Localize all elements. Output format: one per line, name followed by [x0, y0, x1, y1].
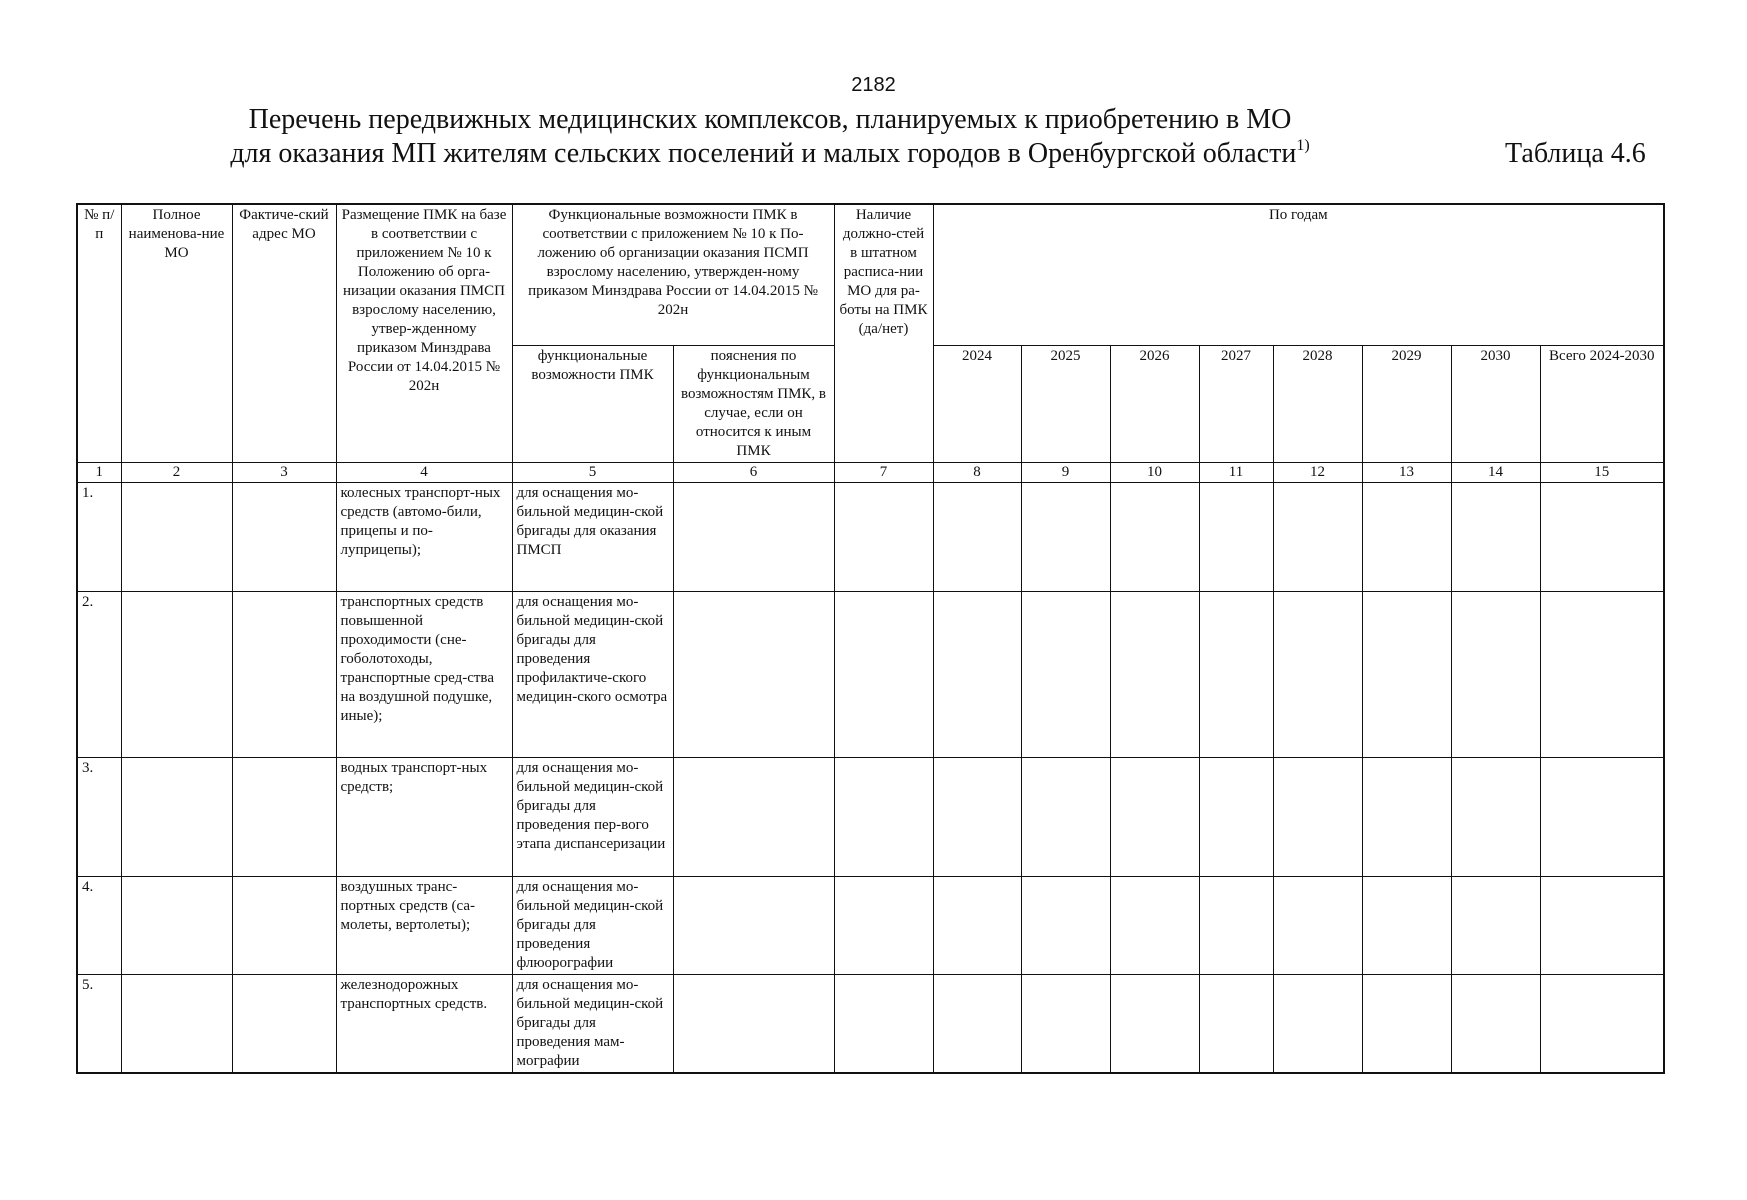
- table-label: Таблица 4.6: [1505, 138, 1646, 169]
- cell-placement: транспортных средств повышенной проходимости (сне-гоболотоходы, транспортные сред-ства на воздушной подушке, иные);: [336, 592, 512, 758]
- cell-year: [1362, 758, 1451, 877]
- row-number: 1.: [77, 483, 121, 592]
- cell-year: [1451, 592, 1540, 758]
- header-col-address: Фактиче-ский адрес МО: [232, 204, 336, 463]
- table-row: [77, 592, 1664, 758]
- cell-year: [1362, 592, 1451, 758]
- row-number: 2.: [77, 592, 121, 758]
- column-number: 3: [232, 463, 336, 483]
- cell-address: [232, 758, 336, 877]
- header-year-2026: 2026: [1110, 346, 1199, 463]
- cell-function: для оснащения мо-бильной медицин-ской бригады для проведения флюорографии: [512, 877, 673, 975]
- header-year-2024: 2024: [933, 346, 1021, 463]
- column-number: 7: [834, 463, 933, 483]
- cell-function: для оснащения мо-бильной медицин-ской бригады для проведения мам-мографии: [512, 975, 673, 1074]
- cell-year: [933, 592, 1021, 758]
- column-number: 14: [1451, 463, 1540, 483]
- cell-year: [1199, 975, 1273, 1074]
- row-number: 3.: [77, 758, 121, 877]
- cell-address: [232, 877, 336, 975]
- cell-total: [1540, 975, 1664, 1074]
- cell-explanation: [673, 877, 834, 975]
- cell-explanation: [673, 592, 834, 758]
- cell-explanation: [673, 758, 834, 877]
- cell-explanation: [673, 483, 834, 592]
- column-number: 10: [1110, 463, 1199, 483]
- header-col-functional: Функциональные возможности ПМК в соответствии с приложением № 10 к По-ложению об организации оказания ПСМП взрослому населению, утвержден-ному приказом Минздрава России от 14.04.2015 № 202н: [512, 204, 834, 346]
- cell-year: [933, 877, 1021, 975]
- column-number: 4: [336, 463, 512, 483]
- cell-year: [1273, 483, 1362, 592]
- header-by-years: По годам: [933, 204, 1664, 346]
- header-col-staff: Наличие должно-стей в штатном расписа-нии МО для ра-боты на ПМК (да/нет): [834, 204, 933, 463]
- header-year-2029: 2029: [1362, 346, 1451, 463]
- cell-year: [1362, 877, 1451, 975]
- cell-year: [1199, 877, 1273, 975]
- page-title: [0, 103, 1540, 171]
- table-row: [77, 877, 1664, 975]
- cell-year: [1451, 975, 1540, 1074]
- header-col-explanations: пояснения по функциональным возможностям ПМК, в случае, если он относится к иным ПМК: [673, 346, 834, 463]
- cell-year: [1110, 877, 1199, 975]
- cell-total: [1540, 877, 1664, 975]
- cell-year: [1110, 483, 1199, 592]
- cell-mo-name: [121, 592, 232, 758]
- cell-function: для оснащения мо-бильной медицин-ской бригады для оказания ПМСП: [512, 483, 673, 592]
- table-row: [77, 483, 1664, 592]
- row-number: 5.: [77, 975, 121, 1074]
- header-col-mo-name: Полное наименова-ние МО: [121, 204, 232, 463]
- table-row: [77, 975, 1664, 1074]
- column-number: 12: [1273, 463, 1362, 483]
- cell-year: [1110, 758, 1199, 877]
- cell-year: [1199, 483, 1273, 592]
- cell-year: [933, 975, 1021, 1074]
- cell-year: [1451, 877, 1540, 975]
- column-number: 6: [673, 463, 834, 483]
- cell-mo-name: [121, 975, 232, 1074]
- cell-year: [1021, 877, 1110, 975]
- cell-year: [1273, 877, 1362, 975]
- cell-placement: воздушных транс-портных средств (са-молеты, вертолеты);: [336, 877, 512, 975]
- cell-placement: водных транспорт-ных средств;: [336, 758, 512, 877]
- title-line-2: для оказания МП жителям сельских поселений и малых городов в Оренбургской области: [230, 138, 1297, 169]
- header-year-2030: 2030: [1451, 346, 1540, 463]
- pmk-table: [76, 203, 1665, 1074]
- cell-function: для оснащения мо-бильной медицин-ской бригады для проведения профилактиче-ского медицин-ского осмотра: [512, 592, 673, 758]
- column-number-row: [77, 463, 1664, 483]
- cell-mo-name: [121, 483, 232, 592]
- cell-address: [232, 592, 336, 758]
- title-line-1: Перечень передвижных медицинских комплексов, планируемых к приобретению в МО: [248, 104, 1292, 135]
- cell-mo-name: [121, 758, 232, 877]
- cell-year: [1451, 758, 1540, 877]
- cell-total: [1540, 758, 1664, 877]
- column-number: 13: [1362, 463, 1451, 483]
- column-number: 9: [1021, 463, 1110, 483]
- cell-staff: [834, 975, 933, 1074]
- cell-placement: железнодорожных транспортных средств.: [336, 975, 512, 1074]
- cell-year: [1273, 758, 1362, 877]
- cell-year: [933, 758, 1021, 877]
- header-col-functions: функциональные возможности ПМК: [512, 346, 673, 463]
- cell-year: [1273, 592, 1362, 758]
- cell-staff: [834, 877, 933, 975]
- cell-staff: [834, 483, 933, 592]
- column-number: 2: [121, 463, 232, 483]
- cell-year: [1199, 592, 1273, 758]
- column-number: 15: [1540, 463, 1664, 483]
- header-total: Всего 2024-2030: [1540, 346, 1664, 463]
- cell-year: [1362, 483, 1451, 592]
- cell-total: [1540, 483, 1664, 592]
- cell-function: для оснащения мо-бильной медицин-ской бригады для проведения пер-вого этапа диспансеризации: [512, 758, 673, 877]
- header-row-1: [77, 204, 1664, 346]
- table-row: [77, 758, 1664, 877]
- cell-year: [1021, 592, 1110, 758]
- column-number: 5: [512, 463, 673, 483]
- cell-year: [1362, 975, 1451, 1074]
- cell-address: [232, 483, 336, 592]
- column-number: 1: [77, 463, 121, 483]
- cell-staff: [834, 592, 933, 758]
- header-year-2027: 2027: [1199, 346, 1273, 463]
- cell-mo-name: [121, 877, 232, 975]
- cell-address: [232, 975, 336, 1074]
- cell-year: [933, 483, 1021, 592]
- cell-explanation: [673, 975, 834, 1074]
- cell-total: [1540, 592, 1664, 758]
- row-number: 4.: [77, 877, 121, 975]
- cell-year: [1021, 483, 1110, 592]
- cell-placement: колесных транспорт-ных средств (автомо-били, прицепы и по-луприцепы);: [336, 483, 512, 592]
- header-col-placement: Размещение ПМК на базе в соответствии с приложением № 10 к Положению об орга-низации оказания ПМСП взрослому населению, утвер-жденному приказом Минздрава России от 14.04.2015 № 202н: [336, 204, 512, 463]
- header-year-2025: 2025: [1021, 346, 1110, 463]
- cell-year: [1021, 975, 1110, 1074]
- header-col-no: № п/п: [77, 204, 121, 463]
- cell-year: [1110, 592, 1199, 758]
- column-number: 8: [933, 463, 1021, 483]
- cell-year: [1110, 975, 1199, 1074]
- page-number: 2182: [851, 74, 896, 96]
- cell-year: [1273, 975, 1362, 1074]
- cell-staff: [834, 758, 933, 877]
- title-footnote-marker: 1): [1296, 137, 1310, 154]
- cell-year: [1451, 483, 1540, 592]
- header-year-2028: 2028: [1273, 346, 1362, 463]
- cell-year: [1021, 758, 1110, 877]
- cell-year: [1199, 758, 1273, 877]
- column-number: 11: [1199, 463, 1273, 483]
